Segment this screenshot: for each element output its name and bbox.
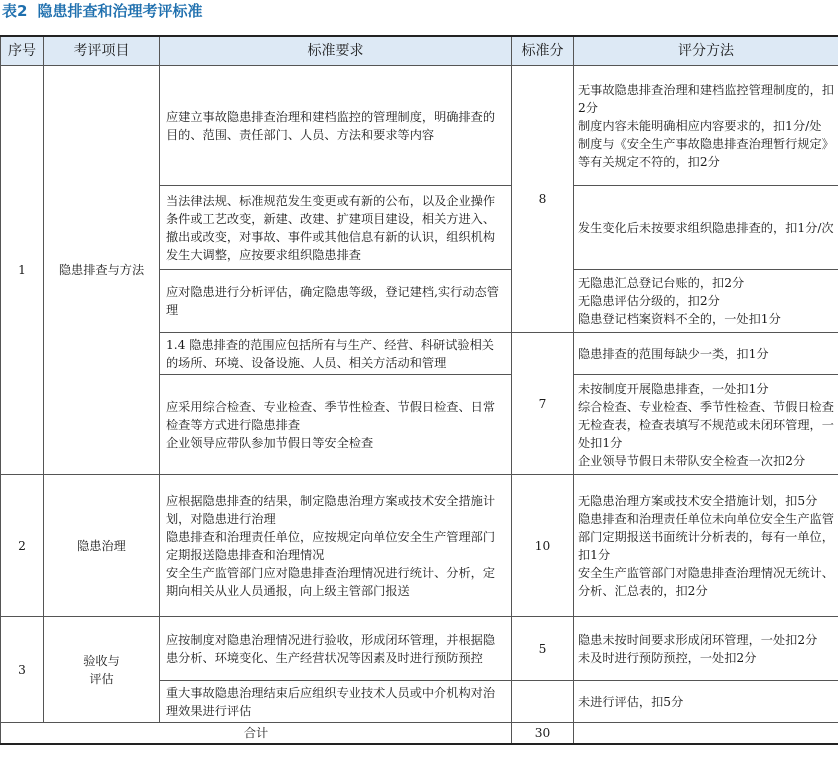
table-row <box>1 475 838 617</box>
method-cell: 隐患未按时间要求形成闭环管理，一处扣2分 未及时进行预防预控，一处扣2分 <box>574 617 838 681</box>
total-score: 30 <box>512 723 574 745</box>
table-number: 表2 <box>2 2 28 20</box>
total-row <box>1 723 838 745</box>
header-no: 序号 <box>1 36 44 66</box>
score-cell: 10 <box>512 475 574 617</box>
row-no: 1 <box>1 66 44 475</box>
row-no: 2 <box>1 475 44 617</box>
method-cell: 隐患排查的范围每缺少一类，扣1分 <box>574 333 838 375</box>
req-cell: 应建立事故隐患排查治理和建档监控的管理制度，明确排查的目的、范围、责任部门、人员、方法和要求等内容 <box>160 66 512 186</box>
table-row <box>1 617 838 681</box>
score-cell: 7 <box>512 333 574 475</box>
req-cell: 应对隐患进行分析评估，确定隐患等级，登记建档,实行动态管理 <box>160 270 512 333</box>
score-cell: 5 <box>512 617 574 681</box>
method-cell: 未按制度开展隐患排查，一处扣1分 综合检查、专业检查、季节性检查、节假日检查无检查表，检查表填写不规范或未闭环管理，一处扣1分 企业领导节假日未带队安全检查一次扣2分 <box>574 375 838 475</box>
total-label: 合计 <box>1 723 512 745</box>
method-cell: 无隐患治理方案或技术安全措施计划，扣5分 隐患排查和治理责任单位未向单位安全生产监管部门定期报送书面统计分析表的，每有一单位，扣1分 安全生产监管部门对隐患排查治理情况无统计、分析、汇总表的，扣2分 <box>574 475 838 617</box>
req-cell: 应根据隐患排查的结果，制定隐患治理方案或技术安全措施计划，对隐患进行治理 隐患排查和治理责任单位，应按规定向单位安全生产管理部门定期报送隐患排查和治理情况 安全生产监管部门应对隐患排查治理情况进行统计、分析，定期向相关从业人员通报，向上级主管部门报送 <box>160 475 512 617</box>
method-cell: 发生变化后未按要求组织隐患排查的，扣1分/次 <box>574 186 838 270</box>
header-req: 标准要求 <box>160 36 512 66</box>
row-item: 隐患排查与方法 <box>44 66 160 475</box>
row-no: 3 <box>1 617 44 723</box>
total-method-empty <box>574 723 838 745</box>
method-cell: 未进行评估，扣5分 <box>574 681 838 723</box>
req-cell: 应按制度对隐患治理情况进行验收，形成闭环管理，并根据隐患分析、环境变化、生产经营状况等因素及时进行预防预控 <box>160 617 512 681</box>
req-cell: 1.4 隐患排查的范围应包括所有与生产、经营、科研试验相关的场所、环境、设备设施、人员、相关方活动和管理 <box>160 333 512 375</box>
method-cell: 无事故隐患排查治理和建档监控管理制度的，扣2分 制度内容未能明确相应内容要求的，扣1分/处 制度与《安全生产事故隐患排查治理暂行规定》等有关规定不符的，扣2分 <box>574 66 838 186</box>
header-score: 标准分 <box>512 36 574 66</box>
table-row <box>1 66 838 186</box>
method-cell: 无隐患汇总登记台账的，扣2分 无隐患评估分级的，扣2分 隐患登记档案资料不全的，一处扣1分 <box>574 270 838 333</box>
row-item: 隐患治理 <box>44 475 160 617</box>
req-cell: 应采用综合检查、专业检查、季节性检查、节假日检查、日常检查等方式进行隐患排查 企业领导应带队参加节假日等安全检查 <box>160 375 512 475</box>
evaluation-table <box>0 35 838 745</box>
req-cell: 重大事故隐患治理结束后应组织专业技术人员或中介机构对治理效果进行评估 <box>160 681 512 723</box>
req-cell: 当法律法规、标准规范发生变更或有新的公布，以及企业操作条件或工艺改变，新建、改建、扩建项目建设，相关方进入、撤出或改变，对事故、事件或其他信息有新的认识，组织机构发生大调整，应按要求组织隐患排查 <box>160 186 512 270</box>
score-cell-empty <box>512 681 574 723</box>
header-method: 评分方法 <box>574 36 838 66</box>
header-item: 考评项目 <box>44 36 160 66</box>
table-title: 隐患排查和治理考评标准 <box>37 2 203 20</box>
score-cell: 8 <box>512 66 574 333</box>
table-caption <box>2 0 212 24</box>
header-row <box>1 36 838 66</box>
row-item: 验收与 评估 <box>44 617 160 723</box>
